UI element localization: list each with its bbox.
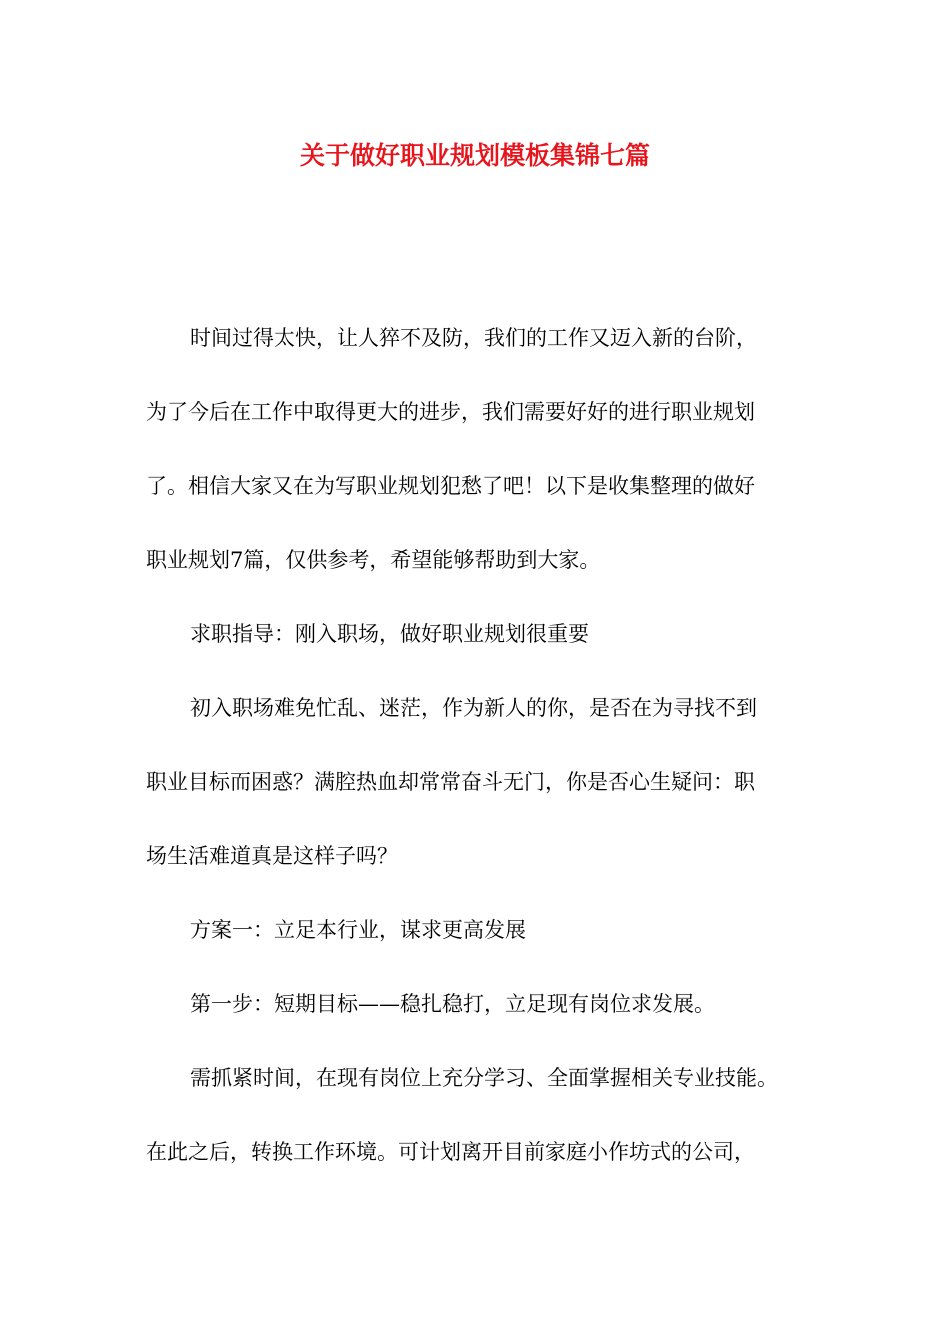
paragraph-line: 了。相信大家又在为写职业规划犯愁了吧！以下是收集整理的做好 xyxy=(146,474,755,498)
document-title: 关于做好职业规划模板集锦七篇 xyxy=(299,141,650,170)
document-body xyxy=(146,323,806,1211)
section-heading: 求职指导：刚入职场，做好职业规划很重要 xyxy=(190,622,589,646)
paragraph-line: 在此之后，转换工作环境。可计划离开目前家庭小作坊式的公司， xyxy=(146,1140,755,1164)
paragraph-line: 初入职场难免忙乱、迷茫，作为新人的你，是否在为寻找不到 xyxy=(190,696,757,720)
section-heading: 方案一：立足本行业，谋求更高发展 xyxy=(190,918,526,942)
paragraph-line: 为了今后在工作中取得更大的进步，我们需要好好的进行职业规划 xyxy=(146,400,755,424)
paragraph-line: 时间过得太快，让人猝不及防，我们的工作又迈入新的台阶， xyxy=(190,326,757,350)
paragraph-line: 职业规划7篇，仅供参考，希望能够帮助到大家。 xyxy=(146,548,601,572)
paragraph-line: 第一步：短期目标——稳扎稳打，立足现有岗位求发展。 xyxy=(190,992,715,1016)
paragraph-line: 需抓紧时间，在现有岗位上充分学习、全面掌握相关专业技能。 xyxy=(190,1066,778,1090)
paragraph-line: 职业目标而困惑？满腔热血却常常奋斗无门，你是否心生疑问：职 xyxy=(146,770,755,794)
paragraph-line: 场生活难道真是这样子吗？ xyxy=(146,844,398,868)
